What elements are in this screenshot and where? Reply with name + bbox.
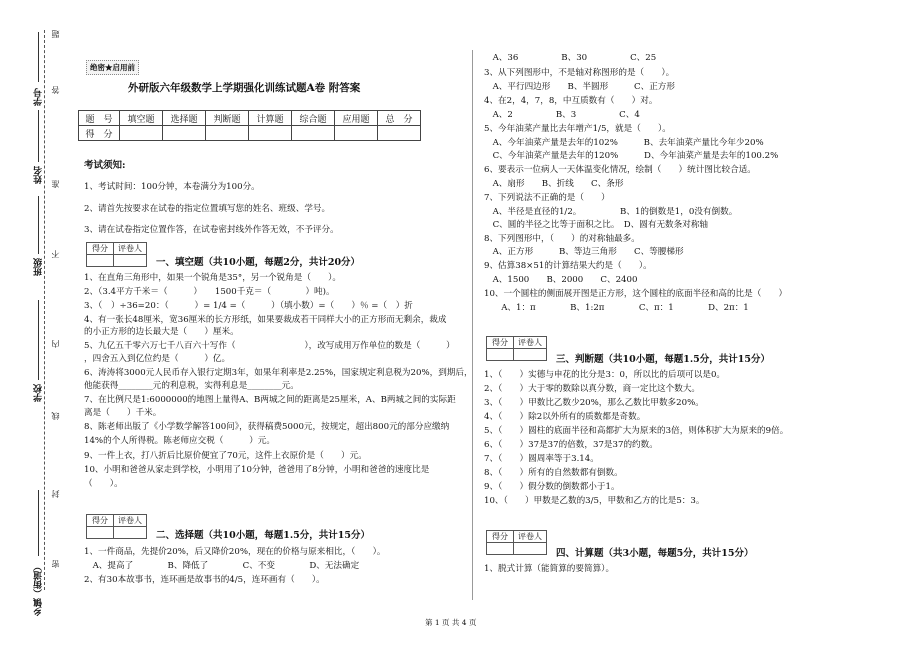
grader-label: 评卷人 (514, 337, 547, 349)
question-line: 1、（ ）实德与申花的比分是3：0，所以比的后项可以是0。 (484, 370, 726, 380)
question-line: 14%的个人所得税。陈老师应交税（ ）元。 (84, 436, 275, 446)
grader-cell[interactable] (514, 349, 547, 361)
question-line: A、提高了 B、降低了 C、不变 D、无法确定 (84, 561, 360, 571)
seal-mark: 不 (51, 250, 60, 258)
question-line: 3、从下列图形中，不是轴对称图形的是（ ）。 (484, 68, 675, 78)
table-cell: 判断题 (206, 111, 249, 126)
score-cell[interactable] (378, 126, 421, 141)
score-label: 得分 (87, 243, 114, 255)
grader-box (486, 530, 547, 555)
name-label: 姓名 (34, 166, 44, 184)
question-line: 10、一个圆柱的侧面展开图是正方形，这个圆柱的底面半径和高的比是（ ） (484, 289, 788, 299)
question-line: 7、在比例尺是1:6000000的地图上量得A、B两城之间的距离是25厘米，A、B两城之间的实际距 (84, 395, 456, 405)
score-cell[interactable] (249, 126, 292, 141)
score-label: 得分 (487, 531, 514, 543)
score-cell[interactable] (163, 126, 206, 141)
score-cell[interactable] (87, 527, 114, 539)
table-cell: 选择题 (163, 111, 206, 126)
question-line: 4、有一张长48厘米，宽36厘米的长方形纸，如果要裁成若干同样大小的正方形而无剩余，裁成 (84, 315, 447, 325)
question-line: 离是（ ）千米。 (84, 408, 162, 418)
seal-mark: 内 (51, 340, 60, 348)
question-line: 5、（ ）圆柱的底面半径和高都扩大为原来的3倍，则体积扩大为原来的9倍。 (484, 426, 789, 436)
question-line: ，四舍五入到亿位约是（ ）亿。 (84, 354, 231, 364)
table-cell: 题 号 (79, 111, 120, 126)
score-table-header-row (79, 111, 421, 126)
question-line: 7、下列说法不正确的是（ ） (484, 193, 610, 203)
student-id-label: 学号 (34, 88, 44, 106)
name-field[interactable] (38, 110, 39, 162)
grader-cell[interactable] (114, 255, 147, 267)
question-line: 6、（ ）37是37的倍数，37是37的约数。 (484, 440, 658, 450)
grader-box (86, 242, 147, 267)
question-line: 2、有30本故事书，连环画是故事书的4/5，连环画有（ ）。 (84, 575, 325, 585)
seal-dashed-line (44, 30, 45, 590)
township-label: 乡镇（街道） (34, 562, 44, 616)
question-line: A、平行四边形 B、半圆形 C、正方形 (484, 82, 675, 92)
seal-mark: 线 (51, 412, 60, 420)
question-line: 1、一件商品，先提价20%，后又降价20%，现在的价格与原来相比，（ ）。 (84, 547, 386, 557)
grader-box (86, 514, 147, 539)
column-divider (472, 50, 473, 600)
question-line: A、1500 B、2000 C、2400 (484, 275, 638, 285)
question-line: 10、小明和爸爸从家走到学校，小明用了10分钟，爸爸用了8分钟，小明和爸爸的速度比是 (84, 465, 430, 475)
question-line: A、半径是直径的1/2。 B、1的倒数是1，0没有倒数。 (484, 207, 738, 217)
seal-mark: 题 (51, 30, 60, 38)
question-line: A、正方形 B、等边三角形 C、等腰梯形 (484, 247, 684, 257)
score-cell[interactable] (292, 126, 335, 141)
question-line: A、2 B、3 C、4 (484, 110, 640, 120)
grader-label: 评卷人 (514, 531, 547, 543)
page-number: 第 1 页 共 4 页 (425, 618, 477, 627)
question-line: 9、一件上衣，打八折后比原价便宜了70元，这件上衣原价是（ ）元。 (84, 451, 367, 461)
question-line: 4、（ ）除2以外所有的质数都是奇数。 (484, 412, 646, 422)
question-line: （ ）。 (84, 479, 123, 489)
question-line: 5、九亿五千零六万七千八百六十写作（ ），改写成用万作单位的数是（ ） (84, 341, 455, 351)
question-line: 1、脱式计算（能简算的要简算）。 (484, 564, 615, 574)
score-table (78, 110, 421, 141)
seal-mark: 答 (51, 86, 60, 94)
table-cell: 计算题 (249, 111, 292, 126)
school-label: 学校 (34, 384, 44, 402)
binding-margin (0, 0, 58, 650)
question-line: 9、估算38×51的计算结果大约是（ ）。 (484, 261, 652, 271)
score-cell[interactable] (335, 126, 378, 141)
question-line: 1、在直角三角形中，如果一个锐角是35°，另一个锐角是（ ）。 (84, 273, 342, 283)
question-line: 的小正方形的边长最大是（ ）厘米。 (84, 327, 239, 337)
question-line: 6、要表示一位病人一天体温变化情况，绘制（ ）统计图比较合适。 (484, 165, 756, 175)
class-field[interactable] (38, 196, 39, 254)
question-line: 3、（ ）÷36=20：（ ）= 1/4 =（ ）（填小数）=（ ）％ =（ ）折 (84, 301, 413, 311)
question-line: 2、（ ）大于零的数除以真分数，商一定比这个数大。 (484, 384, 701, 394)
question-line: 7、（ ）圆周率等于3.14。 (484, 454, 599, 464)
notice-heading: 考试须知: (84, 160, 126, 171)
question-line: 6、涛涛将3000元人民币存入银行定期3年，如果年利率是2.25%，国家规定利息税为20%，到期后， (84, 368, 473, 378)
question-line: 10、（ ）甲数是乙数的3/5，甲数和乙方的比是5：3。 (484, 496, 705, 506)
grader-cell[interactable] (514, 543, 547, 555)
question-line: A、扇形 B、折线 C、条形 (484, 179, 624, 189)
question-line: 8、下列图形中，（ ）的对称轴最多。 (484, 234, 640, 244)
question-line: 2、（3.4平方千米＝（ ） 1500千克＝（ ）吨)。 (84, 287, 335, 297)
notice-item: 1、考试时间：100分钟，本卷满分为100分。 (84, 182, 260, 192)
section-title: 四、计算题（共3小题，每题5分，共计15分） (556, 548, 754, 559)
exam-title: 外研版六年级数学上学期强化训练试题A卷 附答案 (128, 82, 361, 94)
question-line: A、今年油菜产量是去年的102% B、去年油菜产量比今年少20% (484, 138, 764, 148)
question-line: C、今年油菜产量是去年的120% D、今年油菜产量是去年的100.2% (484, 151, 779, 161)
score-cell[interactable] (206, 126, 249, 141)
question-line: A、36 B、30 C、25 (484, 53, 657, 63)
grader-label: 评卷人 (114, 243, 147, 255)
score-table-score-row (79, 126, 421, 141)
section-title: 一、填空题（共10小题，每题2分，共计20分） (156, 257, 361, 268)
score-cell[interactable] (120, 126, 163, 141)
table-cell: 综合题 (292, 111, 335, 126)
township-field[interactable] (38, 490, 39, 556)
question-line: 9、（ ）假分数的倒数都小于1。 (484, 482, 620, 492)
question-line: 他能获得________元的利息税，实得利息是________元。 (84, 381, 299, 391)
question-line: 8、（ ）所有的自然数都有倒数。 (484, 468, 623, 478)
table-cell: 填空题 (120, 111, 163, 126)
score-cell[interactable] (87, 255, 114, 267)
notice-item: 3、请在试卷指定位置作答，在试卷密封线外作答无效，不予评分。 (84, 225, 339, 235)
grader-cell[interactable] (114, 527, 147, 539)
table-cell: 总 分 (378, 111, 421, 126)
confidential-stamp: 绝密★启用前 (86, 60, 139, 75)
question-line: C、圆的半径之比等于面积之比。 D、圆有无数条对称轴 (484, 220, 709, 230)
score-label: 得分 (87, 515, 114, 527)
score-cell[interactable] (487, 349, 514, 361)
question-line: 3、（ ）甲数比乙数少20%，那么乙数比甲数多20%。 (484, 398, 704, 408)
seal-mark: 封 (51, 490, 60, 498)
question-line: A、1：π B、1:2π C、π：1 D、2π：1 (484, 303, 749, 313)
section-title: 三、判断题（共10小题，每题1.5分，共计15分） (556, 354, 770, 365)
school-field[interactable] (38, 300, 39, 380)
score-label: 得分 (487, 337, 514, 349)
class-label: 班级 (34, 258, 44, 276)
section-title: 二、选择题（共10小题，每题1.5分，共计15分） (156, 530, 370, 541)
seal-mark: 准 (51, 180, 60, 188)
grader-label: 评卷人 (114, 515, 147, 527)
table-cell: 应用题 (335, 111, 378, 126)
question-line: 5、今年油菜产量比去年增产1/5，就是（ ）。 (484, 124, 671, 134)
question-line: 4、在2，4，7，8，中互质数有（ ）对。 (484, 96, 658, 106)
grader-box (486, 336, 547, 361)
question-line: 8、陈老师出版了《小学数学解答100问》，获得稿费5000元，按规定，超出800元的部分应缴纳 (84, 422, 450, 432)
student-id-field[interactable] (38, 32, 39, 82)
notice-item: 2、请首先按要求在试卷的指定位置填写您的姓名、班级、学号。 (84, 204, 331, 214)
seal-mark: 密 (51, 560, 60, 568)
table-cell: 得 分 (79, 126, 120, 141)
score-cell[interactable] (487, 543, 514, 555)
